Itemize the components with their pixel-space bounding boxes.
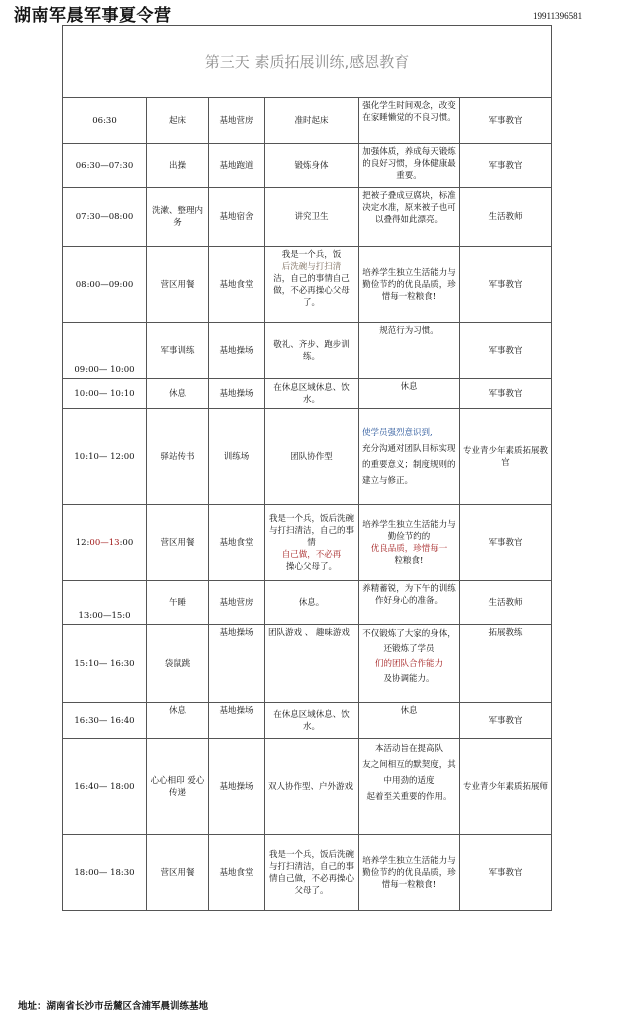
time-cell: 06:30 xyxy=(63,98,147,144)
staff-cell: 专业青少年素质拓展教官 xyxy=(460,409,552,505)
place-cell: 训练场 xyxy=(209,409,265,505)
goal-cell xyxy=(359,739,460,835)
table-row xyxy=(63,581,619,625)
goal-text: 本活动旨在提高队 xyxy=(374,744,443,754)
activity-cell: 起床 xyxy=(147,98,209,144)
activity-cell: 洗漱、整理内务 xyxy=(147,188,209,247)
table-row xyxy=(63,625,619,703)
time-cell: 10:10— 12:00 xyxy=(63,409,147,505)
staff-cell: 专业青少年素质拓展师 xyxy=(460,739,552,835)
place-cell: 基地操场 xyxy=(209,739,265,835)
time-cell: 15:10— 16:30 xyxy=(63,625,147,703)
time-cell: 16:40— 18:00 xyxy=(63,739,147,835)
content-cell: 在休息区域休息、饮水。 xyxy=(265,703,359,739)
time-cell: 07:30—08:00 xyxy=(63,188,147,247)
time-cell: 06:30—07:30 xyxy=(63,144,147,188)
content-cell: 团队游戏 、 趣味游戏 xyxy=(265,625,359,703)
table-row xyxy=(63,144,619,188)
time-cell: 08:00—09:00 xyxy=(63,247,147,323)
activity-cell: 袋鼠跳 xyxy=(147,625,209,703)
content-cell: 双人协作型、户外游戏 xyxy=(265,739,359,835)
goal-text-highlight: 使学员强烈意识到, xyxy=(362,427,433,438)
staff-cell: 军事教官 xyxy=(460,144,552,188)
content-text-highlight: 自己做，不必再 xyxy=(281,549,342,560)
staff-cell: 军事教官 xyxy=(460,323,552,379)
staff-cell: 军事教官 xyxy=(460,247,552,323)
goal-cell xyxy=(359,505,460,581)
content-cell: 准时起床 xyxy=(265,98,359,144)
goal-cell: 把被子叠成豆腐块，标准决定水准，原来被子也可以叠得如此漂亮。 xyxy=(359,188,460,247)
content-cell: 团队协作型 xyxy=(265,409,359,505)
table-row xyxy=(63,188,619,247)
table-row xyxy=(63,703,619,739)
goal-cell: 培养学生独立生活能力与勤俭节约的优良品质，珍惜每一粒粮食! xyxy=(359,247,460,323)
address-footer: 地址：湖南省长沙市岳麓区含浦军晨训练基地 xyxy=(18,1001,209,1012)
content-cell: 讲究卫生 xyxy=(265,188,359,247)
time-cell xyxy=(63,505,147,581)
staff-cell: 拓展教练 xyxy=(460,625,552,703)
staff-cell: 军事教官 xyxy=(460,505,552,581)
goal-cell: 养精蓄锐，为下午的训练作好身心的准备。 xyxy=(359,581,460,625)
place-cell: 基地食堂 xyxy=(209,505,265,581)
goal-text: 起着至关重要的作用。 xyxy=(366,792,452,802)
goal-cell: 加强体质，养成每天锻炼的良好习惯，身体健康最重要。 xyxy=(359,144,460,188)
place-cell: 基地宿舍 xyxy=(209,188,265,247)
activity-cell: 心心相印 爱心传递 xyxy=(147,739,209,835)
time-text-highlight: 00—13 xyxy=(89,537,120,548)
time-cell: 18:00— 18:30 xyxy=(63,835,147,911)
goal-text: 不仅锻炼了大家的身体，还锻炼了学员 xyxy=(362,629,456,654)
activity-cell: 休息 xyxy=(147,379,209,409)
staff-cell: 生活教师 xyxy=(460,188,552,247)
content-cell xyxy=(265,505,359,581)
phone-number: 19911396581 xyxy=(533,11,583,21)
page-title: 湖南军晨军事夏令营 xyxy=(14,6,172,26)
time-text: :00 xyxy=(119,537,134,548)
goal-text-highlight: 们的团队合作能力 xyxy=(374,659,443,669)
place-cell: 基地操场 xyxy=(209,625,265,703)
table-row xyxy=(63,379,619,409)
time-cell: 10:00— 10:10 xyxy=(63,379,147,409)
staff-cell: 军事教官 xyxy=(460,835,552,911)
goal-cell xyxy=(359,409,460,505)
time-cell: 16:30— 16:40 xyxy=(63,703,147,739)
goal-text: 培养学生独立生活能力与勤俭节约的 xyxy=(362,519,456,542)
content-cell: 我是一个兵，饭后洗碗与打扫清洁，自己的事情自己做，不必再操心父母了。 xyxy=(265,835,359,911)
content-text: 我是一个兵，饭 xyxy=(281,250,342,260)
place-cell: 基地操场 xyxy=(209,323,265,379)
place-cell: 基地营房 xyxy=(209,581,265,625)
goal-cell: 休息 xyxy=(359,379,460,409)
staff-cell: 军事教官 xyxy=(460,98,552,144)
table-row xyxy=(63,323,619,379)
content-text-highlight: 后洗碗与打扫清 xyxy=(281,262,342,272)
content-cell: 在休息区域休息、饮水。 xyxy=(265,379,359,409)
content-cell: 敬礼、齐步、跑步训练。 xyxy=(265,323,359,379)
time-cell: 09:00— 10:00 xyxy=(63,323,147,379)
goal-cell: 休息 xyxy=(359,703,460,739)
activity-cell: 驿站传书 xyxy=(147,409,209,505)
activity-cell: 营区用餐 xyxy=(147,835,209,911)
activity-cell: 出操 xyxy=(147,144,209,188)
content-cell: 休息。 xyxy=(265,581,359,625)
place-cell: 基地食堂 xyxy=(209,835,265,911)
activity-cell: 营区用餐 xyxy=(147,247,209,323)
table-row xyxy=(63,247,619,323)
schedule-table xyxy=(62,25,619,911)
goal-text: 及协调能力。 xyxy=(383,674,435,684)
time-cell: 13:00—15:0 xyxy=(63,581,147,625)
content-text: 洁，自己的事情自己做，不必再操心父母了。 xyxy=(273,274,350,308)
table-title: 第三天 素质拓展训练,感恩教育 xyxy=(63,26,552,98)
place-cell: 基地营房 xyxy=(209,98,265,144)
staff-cell: 军事教官 xyxy=(460,703,552,739)
goal-cell: 规范行为习惯。 xyxy=(359,323,460,379)
goal-text: 充分沟通对团队目标实现的重要意义；制度规则的建立与修正。 xyxy=(362,443,456,486)
content-text: 操心父母了。 xyxy=(285,561,337,572)
time-text: 12: xyxy=(75,537,90,548)
goal-text: 友之间相互的默契度，其中用劲的适度 xyxy=(362,760,456,786)
table-title-row xyxy=(63,26,619,98)
goal-cell xyxy=(359,625,460,703)
place-cell: 基地操场 xyxy=(209,703,265,739)
place-cell: 基地操场 xyxy=(209,379,265,409)
content-cell: 锻炼身体 xyxy=(265,144,359,188)
table-row xyxy=(63,835,619,911)
activity-cell: 休息 xyxy=(147,703,209,739)
place-cell: 基地食堂 xyxy=(209,247,265,323)
goal-text: 粒粮食! xyxy=(394,555,424,566)
table-row xyxy=(63,409,619,505)
table-row xyxy=(63,739,619,835)
goal-cell: 培养学生独立生活能力与勤俭节约的优良品质，珍惜每一粒粮食! xyxy=(359,835,460,911)
activity-cell: 午睡 xyxy=(147,581,209,625)
table-row xyxy=(63,98,619,144)
goal-cell: 强化学生时间观念，改变在家睡懒觉的不良习惯。 xyxy=(359,98,460,144)
staff-cell: 生活教师 xyxy=(460,581,552,625)
activity-cell: 营区用餐 xyxy=(147,505,209,581)
activity-cell: 军事训练 xyxy=(147,323,209,379)
place-cell: 基地跑道 xyxy=(209,144,265,188)
content-cell xyxy=(265,247,359,323)
staff-cell: 军事教官 xyxy=(460,379,552,409)
goal-text-highlight: 优良品质，珍惜每一 xyxy=(370,543,448,554)
content-text: 我是一个兵，饭后洗碗与打扫清洁，自己的事情 xyxy=(268,513,354,548)
table-row xyxy=(63,505,619,581)
